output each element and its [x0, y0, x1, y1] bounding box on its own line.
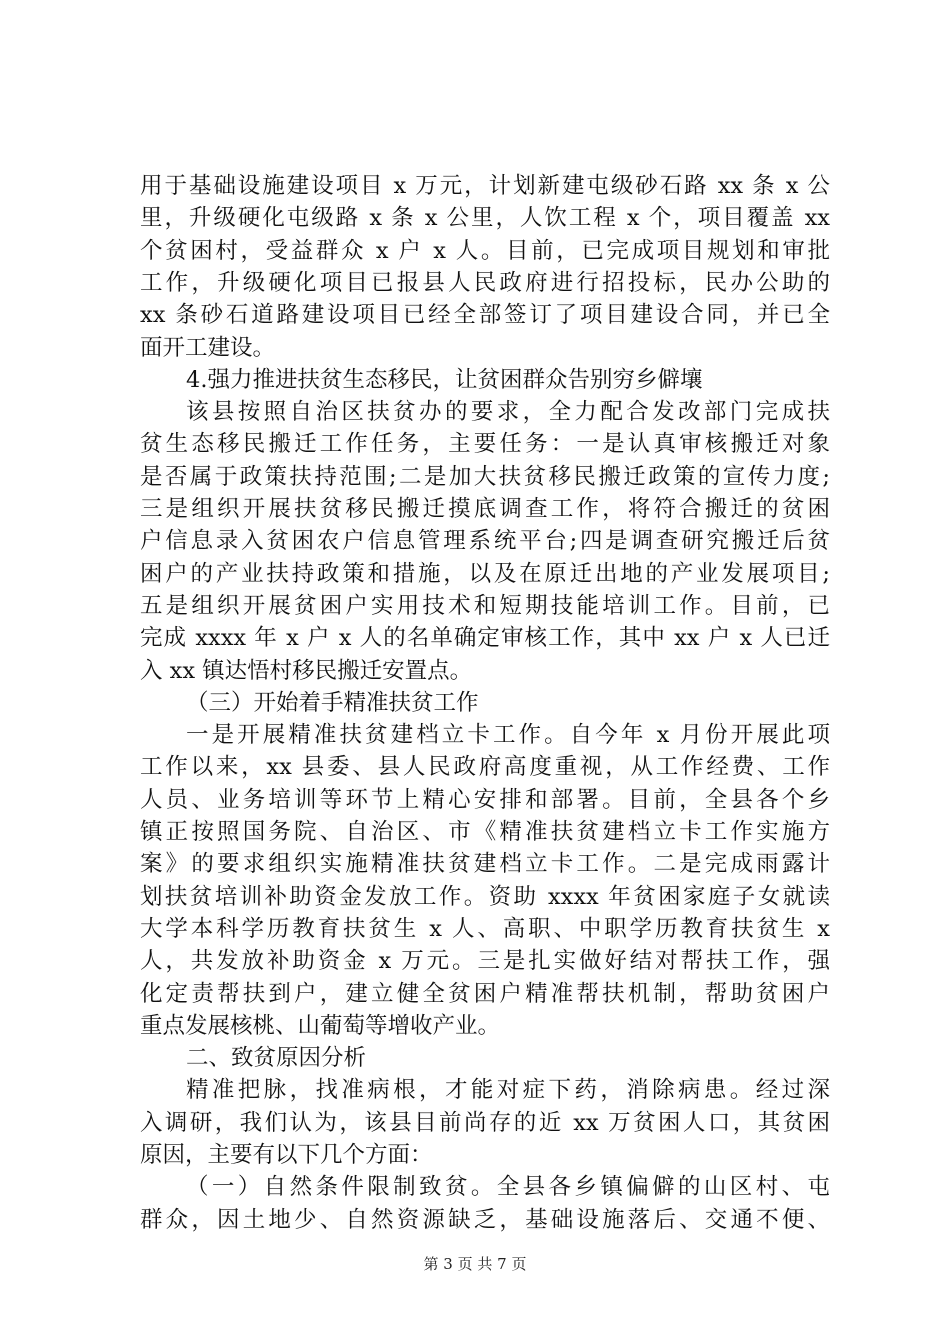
text-line: 贫生态移民搬迁工作任务，主要任务：一是认真审核搬迁对象	[140, 431, 830, 458]
text-line: 是否属于政策扶持范围;二是加大扶贫移民搬迁政策的宣传力度;	[140, 463, 830, 490]
page-footer: 第 3 页 共 7 页	[423, 1254, 527, 1273]
text-line: 群众，因土地少、自然资源缺乏，基础设施落后、交通不便、	[140, 1206, 830, 1233]
section-heading: 二、致贫原因分析	[186, 1045, 367, 1072]
text-line: 划扶贫培训补助资金发放工作。资助 xxxx 年贫困家庭子女就读	[140, 883, 830, 910]
text-line: 困户的产业扶持政策和措施，以及在原迁出地的产业发展项目;	[140, 560, 830, 587]
text-line: 重点发展核桃、山葡萄等增收产业。	[140, 1012, 501, 1039]
text-line: 工作以来，xx 县委、县人民政府高度重视，从工作经费、工作	[140, 754, 830, 781]
text-line: 里，升级硬化屯级路 x 条 x 公里，人饮工程 x 个，项目覆盖 xx	[140, 205, 830, 232]
text-line: （一）自然条件限制致贫。全县各乡镇偏僻的山区村、屯	[186, 1174, 830, 1201]
text-line: 镇正按照国务院、自治区、市《精准扶贫建档立卡工作实施方	[140, 819, 830, 845]
text-line: 大学本科学历教育扶贫生 x 人、高职、中职学历教育扶贫生 x	[140, 915, 830, 942]
text-line: 人，共发放补助资金 x 万元。三是扎实做好结对帮扶工作，强	[140, 948, 830, 975]
section-heading: 4.强力推进扶贫生态移民，让贫困群众告别穷乡僻壤	[186, 366, 703, 393]
text-line: 面开工建设。	[140, 334, 276, 361]
text-line: 精准把脉，找准病根，才能对症下药，消除病患。经过深	[186, 1077, 830, 1104]
text-line: 入 xx 镇达悟村移民搬迁安置点。	[140, 657, 473, 684]
text-line: 化定责帮扶到户，建立健全贫困户精准帮扶机制，帮助贫困户	[140, 980, 830, 1007]
text-line: 人员、业务培训等环节上精心安排和部署。目前，全县各个乡	[140, 786, 830, 813]
text-line: 五是组织开展贫困户实用技术和短期技能培训工作。目前，已	[140, 592, 830, 619]
text-line: xx 条砂石道路建设项目已经全部签订了项目建设合同，并已全	[140, 302, 830, 329]
text-line: 三是组织开展扶贫移民搬迁摸底调查工作，将符合搬迁的贫困	[140, 496, 830, 522]
text-line: 户信息录入贫困农户信息管理系统平台;四是调查研究搬迁后贫	[140, 528, 830, 555]
text-line: 原因，主要有以下几个方面：	[140, 1142, 433, 1168]
text-line: 个贫困村，受益群众 x 户 x 人。目前，已完成项目规划和审批	[140, 237, 830, 264]
text-line: 用于基础设施建设项目 x 万元，计划新建屯级砂石路 xx 条 x 公	[140, 173, 830, 199]
text-line: 工作，升级硬化项目已报县人民政府进行招投标，民办公助的	[140, 269, 830, 296]
text-line: 一是开展精准扶贫建档立卡工作。自今年 x 月份开展此项	[186, 722, 830, 749]
text-line: 案》的要求组织实施精准扶贫建档立卡工作。二是完成雨露计	[140, 851, 830, 878]
text-line: 该县按照自治区扶贫办的要求，全力配合发改部门完成扶	[186, 399, 830, 426]
section-heading: （三）开始着手精准扶贫工作	[186, 689, 479, 716]
text-line: 完成 xxxx 年 x 户 x 人的名单确定审核工作，其中 xx 户 x 人已迁	[140, 625, 830, 652]
text-line: 入调研，我们认为，该县目前尚存的近 xx 万贫困人口，其贫困	[140, 1109, 830, 1136]
